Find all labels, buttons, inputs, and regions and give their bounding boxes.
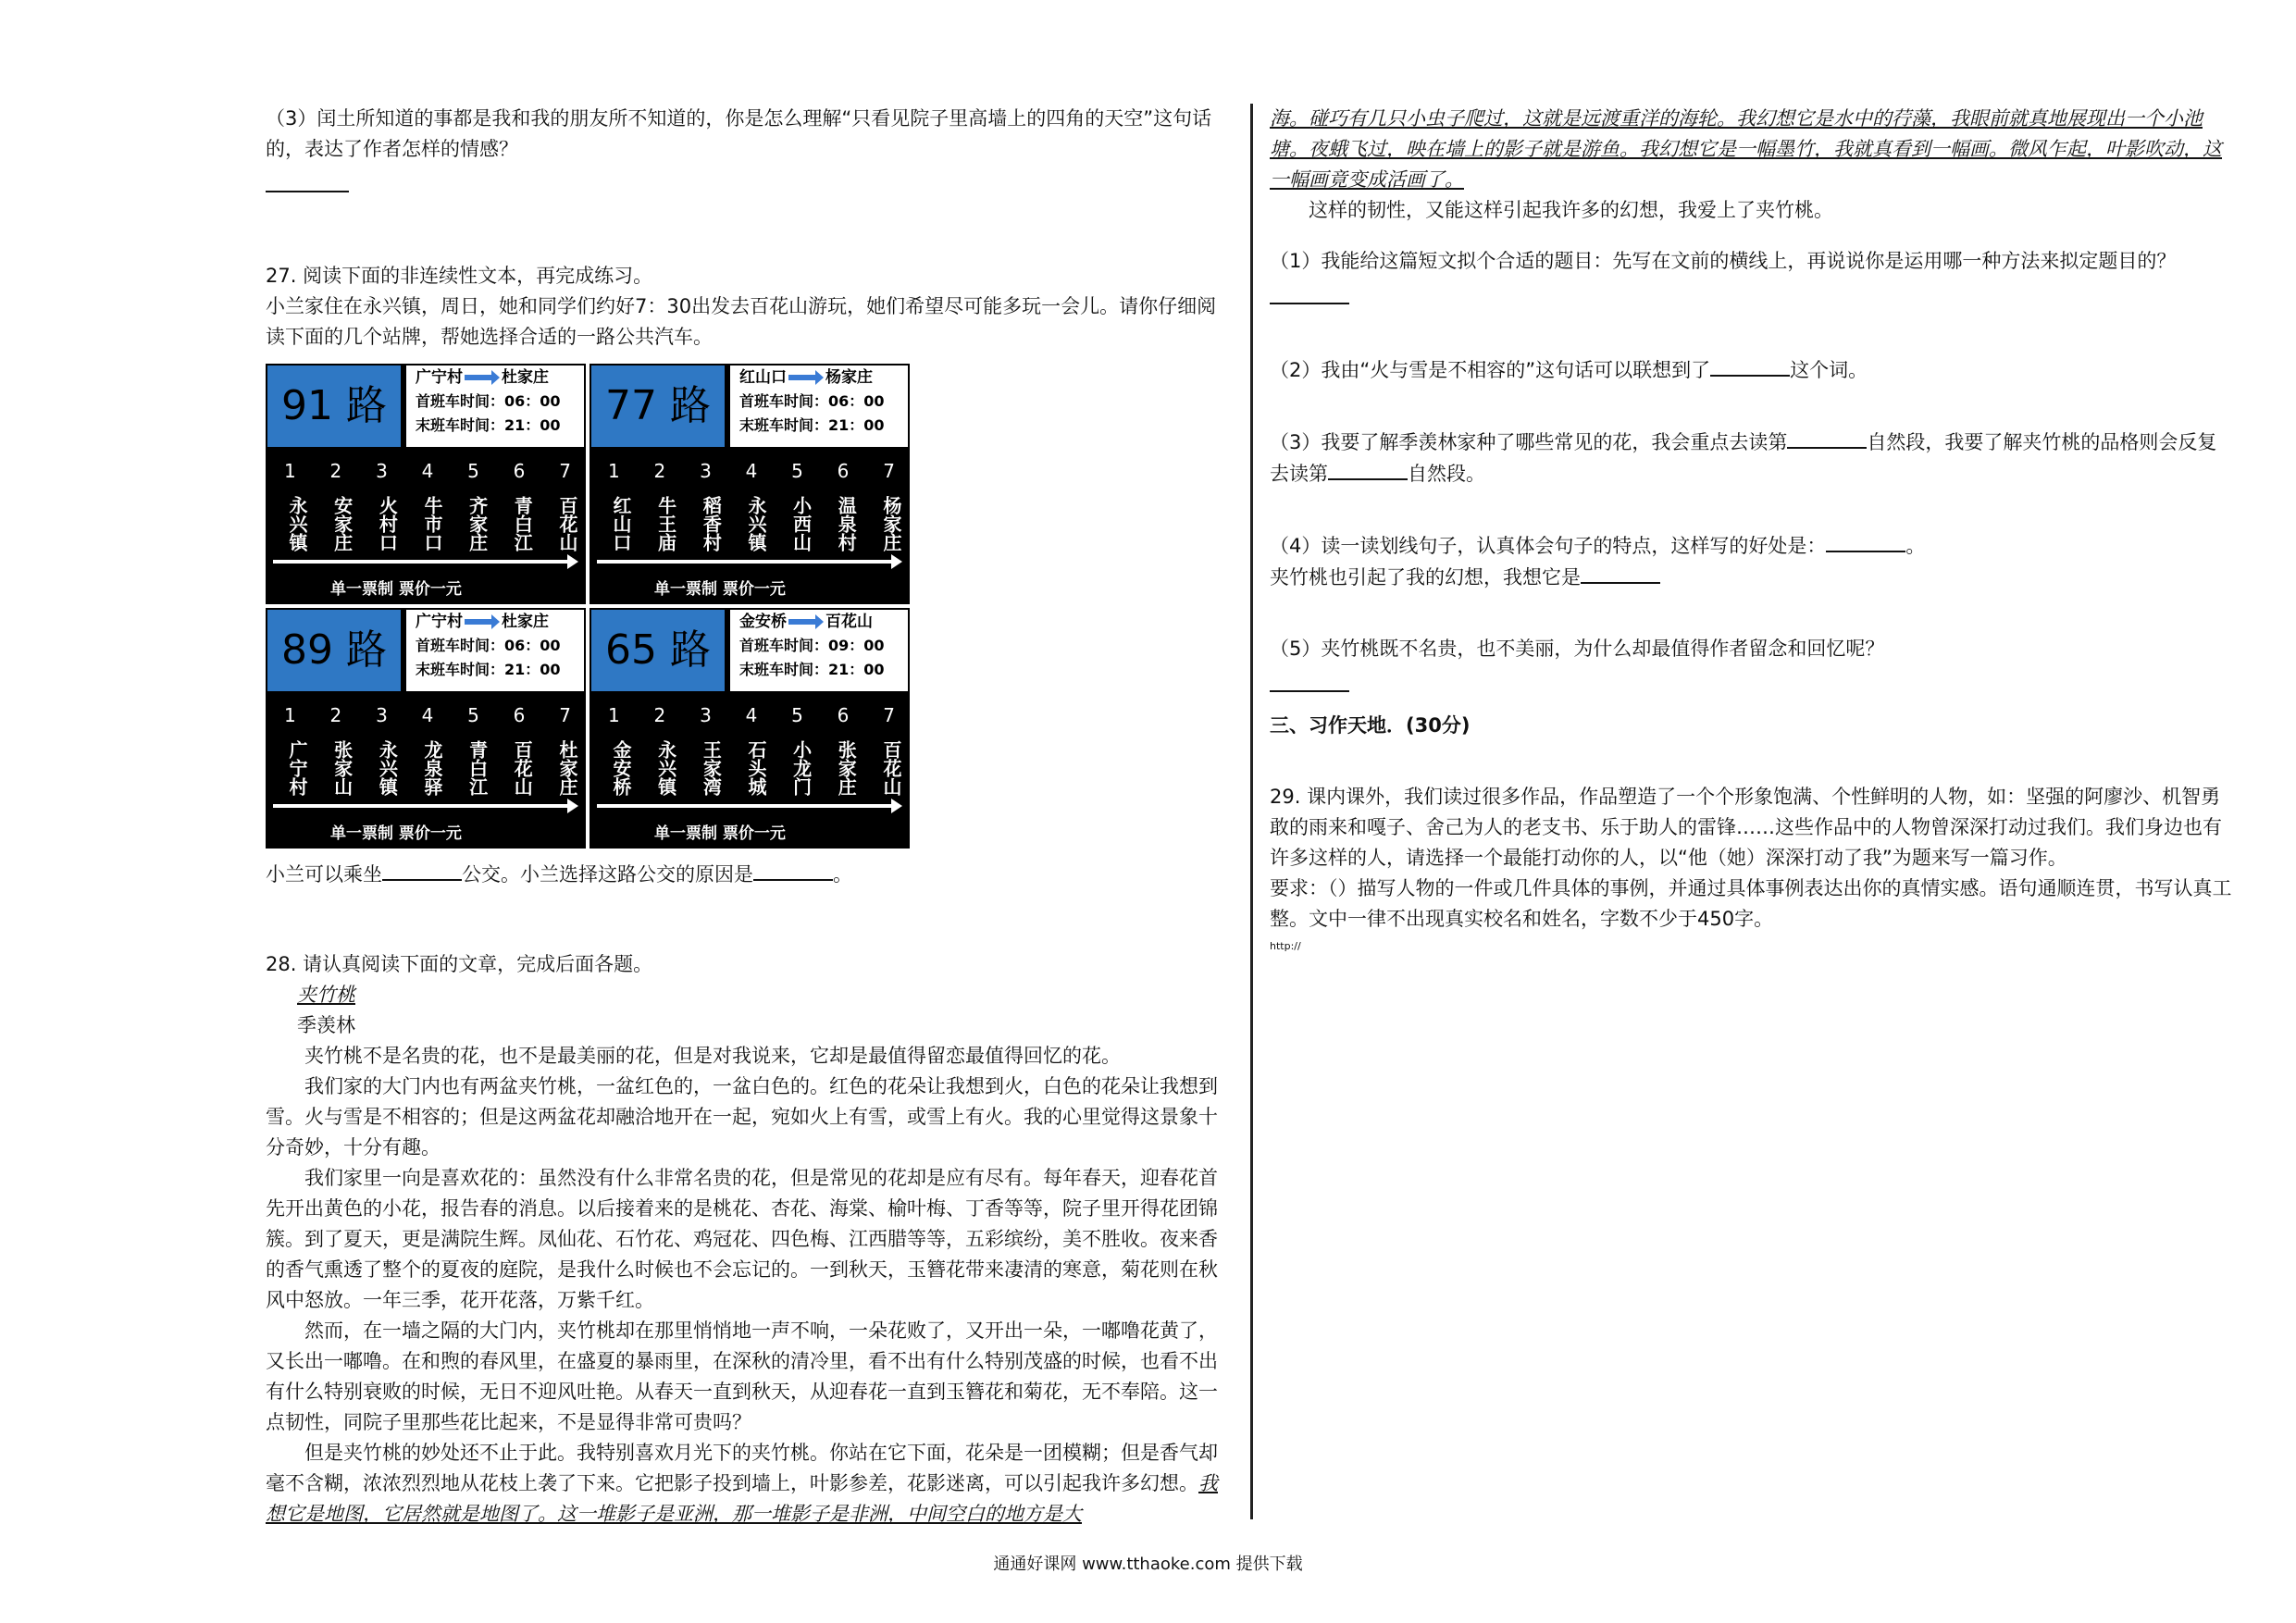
route-direction (739, 365, 908, 390)
stop-number: 6 (513, 460, 526, 482)
article-title: 夹竹桃 (297, 984, 355, 1006)
stop-name: 张家山 (330, 740, 354, 796)
route-to: 杜家庄 (502, 613, 549, 631)
stop-number: 1 (608, 460, 620, 482)
underlined-sentence-part-2: 海。碰巧有几只小虫子爬过，这就是远渡重洋的海轮。我幻想它是水中的荇藻，我眼前就真地展现出一个小池塘。夜蛾飞过，映在墙上的影子就是游鱼。我幻想它是一幅墨竹，我就真看到一幅画。微风乍起，叶影吹动，这一幅画竟变成活画了。 (1270, 107, 2222, 191)
q28-sub-4-prefix: （4）读一读划线句子，认真体会句子的特点，这样写的好处是： (1270, 535, 1827, 557)
stop-name: 杜家庄 (555, 740, 578, 796)
bus-board (590, 608, 910, 849)
stop-name: 王家湾 (700, 740, 723, 796)
stop-name: 牛市口 (420, 496, 443, 551)
route-to: 杨家庄 (825, 368, 873, 387)
route-info (406, 365, 584, 447)
fare-label: 单一票制 票价一元 (330, 580, 462, 599)
first-bus-time: 首班车时间：06：00 (416, 637, 561, 654)
q28-heading: 28. 请认真阅读下面的文章，完成后面各题。 (266, 953, 653, 975)
q27-intro: 小兰家住在永兴镇，周日，她和同学们约好7：30出发去百花山游玩，她们希望尽可能多玩一会儿。请你仔细阅读下面的几个站牌，帮她选择合适的一路公共汽车。 (266, 295, 1217, 348)
q27-answer-prefix: 小兰可以乘坐 (266, 863, 382, 886)
article-paragraph-3: 我们家里一向是喜欢花的：虽然没有什么非常名贵的花，但是常见的花却是应有尽有。每年春天，迎春花首先开出黄色的小花，报告春的消息。以后接着来的是桃花、杏花、海棠、榆叶梅、丁香等等，院子里开得花团锦簇。到了夏天，更是满院生辉。凤仙花、石竹花、鸡冠花、四色梅、江西腊等等，五彩缤纷，美不胜收。夜来香的香气熏透了整个的夏夜的庭院，是我什么时候也不会忘记的。一到秋天，玉簪花带来凄清的寒意，菊花则在秋风中怒放。一年三季，花开花落，万紫千红。 (266, 1167, 1218, 1311)
stop-number: 2 (653, 704, 666, 726)
q28-sub-3-prefix: （3）我要了解季羡林家种了哪些常见的花，我会重点去读第 (1270, 431, 1788, 453)
article-paragraph-1: 夹竹桃不是名贵的花，也不是最美丽的花，但是对我说来，它却是最值得留恋最值得回忆的花。 (304, 1045, 1121, 1067)
stop-names (279, 489, 577, 558)
stop-number: 7 (559, 704, 571, 726)
stop-number: 3 (376, 460, 388, 482)
q28-sub-2 (1270, 354, 2232, 386)
fare-label: 单一票制 票价一元 (654, 580, 786, 599)
stop-name: 青白江 (511, 496, 534, 551)
arrow-right-icon (465, 375, 492, 380)
stop-name: 永兴镇 (654, 740, 677, 796)
stop-name: 安家庄 (330, 496, 354, 551)
arrow-right-icon (465, 619, 492, 625)
stop-name: 永兴镇 (744, 496, 767, 551)
last-bus-time: 末班车时间：21：00 (416, 416, 561, 434)
q28-sub-4-suffix: 。 (1905, 535, 1926, 557)
stop-name: 小西山 (789, 496, 813, 551)
q28-sub-2-suffix: 这个词。 (1790, 359, 1868, 381)
answer-line (266, 170, 349, 192)
arrow-right-icon (788, 619, 816, 625)
answer-blank-word (1710, 354, 1790, 377)
stop-names (602, 489, 900, 558)
stop-name: 齐家庄 (465, 496, 489, 551)
route-number: 89 路 (267, 610, 401, 691)
answer-blank-benefit (1826, 530, 1905, 552)
first-bus-time: 首班车时间：06：00 (739, 392, 885, 410)
left-column (266, 104, 1233, 1530)
stop-number: 4 (745, 704, 758, 726)
stop-name: 牛王庙 (654, 496, 677, 551)
column-divider (1250, 104, 1253, 1519)
route-number: 65 路 (591, 610, 725, 691)
stop-numbers (608, 456, 895, 487)
stop-name: 红山口 (610, 496, 632, 551)
stop-name: 小龙门 (789, 740, 813, 796)
stop-name: 温泉村 (835, 496, 858, 551)
stop-number: 2 (329, 460, 342, 482)
stop-name: 杨家庄 (879, 496, 902, 551)
stop-number: 2 (653, 460, 666, 482)
bus-board (266, 364, 586, 604)
stop-number: 4 (745, 460, 758, 482)
article-author: 季羡林 (297, 1014, 355, 1036)
route-to: 百花山 (825, 613, 873, 631)
first-bus-time: 首班车时间：09：00 (739, 637, 885, 654)
stop-number: 6 (513, 704, 526, 726)
stop-number: 7 (559, 460, 571, 482)
route-number: 91 路 (267, 365, 401, 447)
stop-numbers (284, 700, 571, 731)
answer-blank-route (382, 859, 462, 881)
first-bus-time: 首班车时间：06：00 (416, 392, 561, 410)
route-direction (416, 610, 584, 634)
stop-number: 6 (837, 460, 850, 482)
route-from: 广宁村 (416, 368, 463, 387)
route-info (730, 365, 908, 447)
route-to: 杜家庄 (502, 368, 549, 387)
last-bus-time: 末班车时间：21：00 (739, 661, 885, 678)
q28-sub-3-suffix: 自然段。 (1408, 463, 1485, 485)
stop-number: 2 (329, 704, 342, 726)
fare-label: 单一票制 票价一元 (330, 824, 462, 843)
q29-requirements: 要求：（）描写人物的一件或几件具体的事例，并通过具体事例表达出你的真情实感。语句通顺连贯，书写认真工整。文中一律不出现真实校名和姓名，字数不少于450字。 (1270, 877, 2232, 930)
route-direction (739, 610, 908, 634)
stop-number: 3 (700, 460, 712, 482)
section-3-title: 三、习作天地．(30分) (1270, 714, 1471, 737)
q28-sub-3-middle: 自然段，我要了解夹竹桃的品格则会反复去读第 (1270, 431, 2217, 485)
page-footer: 通通好课网 www.tthaoke.com 提供下载 (993, 1555, 1303, 1574)
stop-name: 张家庄 (835, 740, 858, 796)
stop-numbers (284, 456, 571, 487)
answer-blank-paragraph-b (1328, 458, 1408, 480)
stop-number: 3 (376, 704, 388, 726)
bus-board (590, 364, 910, 604)
stop-name: 百花山 (511, 740, 534, 796)
answer-line (1270, 670, 1349, 692)
stop-name: 火村口 (376, 496, 399, 551)
q27-heading: 27. 阅读下面的非连续性文本，再完成练习。 (266, 265, 653, 287)
stop-name: 百花山 (879, 740, 902, 796)
stop-number: 5 (467, 704, 479, 726)
bus-board (266, 608, 586, 849)
q28-sub-4-imagine-prefix: 夹竹桃也引起了我的幻想，我想它是 (1270, 566, 1581, 588)
q27-answer-middle: 公交。小兰选择这路公交的原因是 (462, 863, 753, 886)
answer-line (1270, 282, 1349, 304)
stop-number: 3 (700, 704, 712, 726)
fare-label: 单一票制 票价一元 (654, 824, 786, 843)
bus-stop-boards (266, 364, 913, 849)
q29-text: 29. 课内课外，我们读过很多作品，作品塑造了一个个形象饱满、个性鲜明的人物，如：坚强的阿廖沙、机智勇敢的雨来和嘎子、舍己为人的老支书、乐于助人的雷锋……这些作品中的人物曾深深打动过我们。我们身边也有许多这样的人，请选择一个最能打动你的人，以“他（她）深深打动了我”为题来写一篇习作。 (1270, 786, 2222, 869)
article-paragraph-5-text: 但是夹竹桃的妙处还不止于此。我特别喜欢月光下的夹竹桃。你站在它下面，花朵是一团模糊；但是香气却毫不含糊，浓浓烈烈地从花枝上袭了下来。它把影子投到墙上，叶影参差，花影迷离，可以引起我许多幻想。 (266, 1442, 1218, 1494)
underlined-sentence-part-1: 我想它是地图，它居然就是地图了。这一堆影子是亚洲，那一堆影子是非洲，中间空白的地方是大 (266, 1472, 1218, 1525)
answer-blank-paragraph-a (1787, 427, 1867, 449)
q26-3-text: （3）闰土所知道的事都是我和我的朋友所不知道的，你是怎么理解“只看见院子里高墙上的四角的天空”这句话的，表达了作者怎样的情感？ (266, 107, 1212, 160)
article-paragraph-5 (266, 1438, 1233, 1530)
route-from: 红山口 (739, 368, 787, 387)
route-from: 金安桥 (739, 613, 787, 631)
stop-number: 5 (791, 460, 803, 482)
arrow-right-icon (788, 375, 816, 380)
stop-name: 永兴镇 (376, 740, 399, 796)
article-paragraph-6: 这样的韧性，又能这样引起我许多的幻想，我爱上了夹竹桃。 (1309, 199, 1833, 221)
stop-name: 广宁村 (286, 740, 308, 796)
stop-number: 7 (883, 460, 895, 482)
stop-number: 5 (791, 704, 803, 726)
q27-answer (266, 859, 1233, 890)
route-direction (416, 365, 584, 390)
article-paragraph-4: 然而，在一墙之隔的大门内，夹竹桃却在那里悄悄地一声不响，一朵花败了，又开出一朵，一嘟噜花黄了，又长出一嘟噜。在和煦的春风里，在盛夏的暴雨里，在深秋的清冷里，看不出有什么特别茂盛的时候，也看不出有什么特别衰败的时候，无日不迎风吐艳。从春天一直到秋天，从迎春花一直到玉簪花和菊花，无不奉陪。这一点韧性，同院子里那些花比起来，不是显得非常可贵吗？ (266, 1319, 1218, 1433)
answer-blank-imagine (1581, 562, 1660, 584)
stop-number: 1 (284, 704, 296, 726)
stop-number: 1 (284, 460, 296, 482)
stop-number: 5 (467, 460, 479, 482)
last-bus-time: 末班车时间：21：00 (739, 416, 885, 434)
stop-name: 石头城 (744, 740, 767, 796)
stop-name: 稻香村 (700, 496, 723, 551)
q28-sub-1: （1）我能给这篇短文拟个合适的题目：先写在文前的横线上，再说说你是运用哪一种方法来拟定题目的？ (1270, 250, 2177, 272)
q28-sub-4-imagine (1270, 562, 2232, 593)
answer-blank-reason (753, 859, 833, 881)
route-arrow-line (597, 804, 893, 808)
route-number: 77 路 (591, 365, 725, 447)
route-info (730, 610, 908, 691)
stop-name: 青白江 (465, 740, 489, 796)
stop-names (602, 734, 900, 802)
stop-number: 4 (421, 460, 434, 482)
article-paragraph-2: 我们家的大门内也有两盆夹竹桃，一盆红色的，一盆白色的。红色的花朵让我想到火，白色的花朵让我想到雪。火与雪是不相容的；但是这两盆花却融洽地开在一起，宛如火上有雪，或雪上有火。我的心里觉得这景象十分奇妙，十分有趣。 (266, 1075, 1218, 1158)
route-arrow-line (273, 560, 569, 564)
stop-number: 1 (608, 704, 620, 726)
q28-sub-3 (1270, 427, 2232, 489)
stop-name: 龙泉驿 (420, 740, 443, 796)
q28-sub-5: （5）夹竹桃既不名贵，也不美丽，为什么却最值得作者留念和回忆呢？ (1270, 638, 1885, 660)
stop-number: 7 (883, 704, 895, 726)
q28-sub-4 (1270, 530, 2232, 562)
q27-answer-end: 。 (833, 863, 852, 886)
url-fragment: http:// (1270, 940, 1301, 952)
stop-number: 4 (421, 704, 434, 726)
right-column (1270, 104, 2232, 953)
last-bus-time: 末班车时间：21：00 (416, 661, 561, 678)
stop-name: 永兴镇 (286, 496, 308, 551)
q28-sub-2-prefix: （2）我由“火与雪是不相容的”这句话可以联想到了 (1270, 359, 1711, 381)
stop-numbers (608, 700, 895, 731)
route-arrow-line (597, 560, 893, 564)
route-info (406, 610, 584, 691)
stop-names (279, 734, 577, 802)
stop-name: 百花山 (555, 496, 578, 551)
stop-name: 金安桥 (610, 740, 632, 796)
route-from: 广宁村 (416, 613, 463, 631)
stop-number: 6 (837, 704, 850, 726)
route-arrow-line (273, 804, 569, 808)
